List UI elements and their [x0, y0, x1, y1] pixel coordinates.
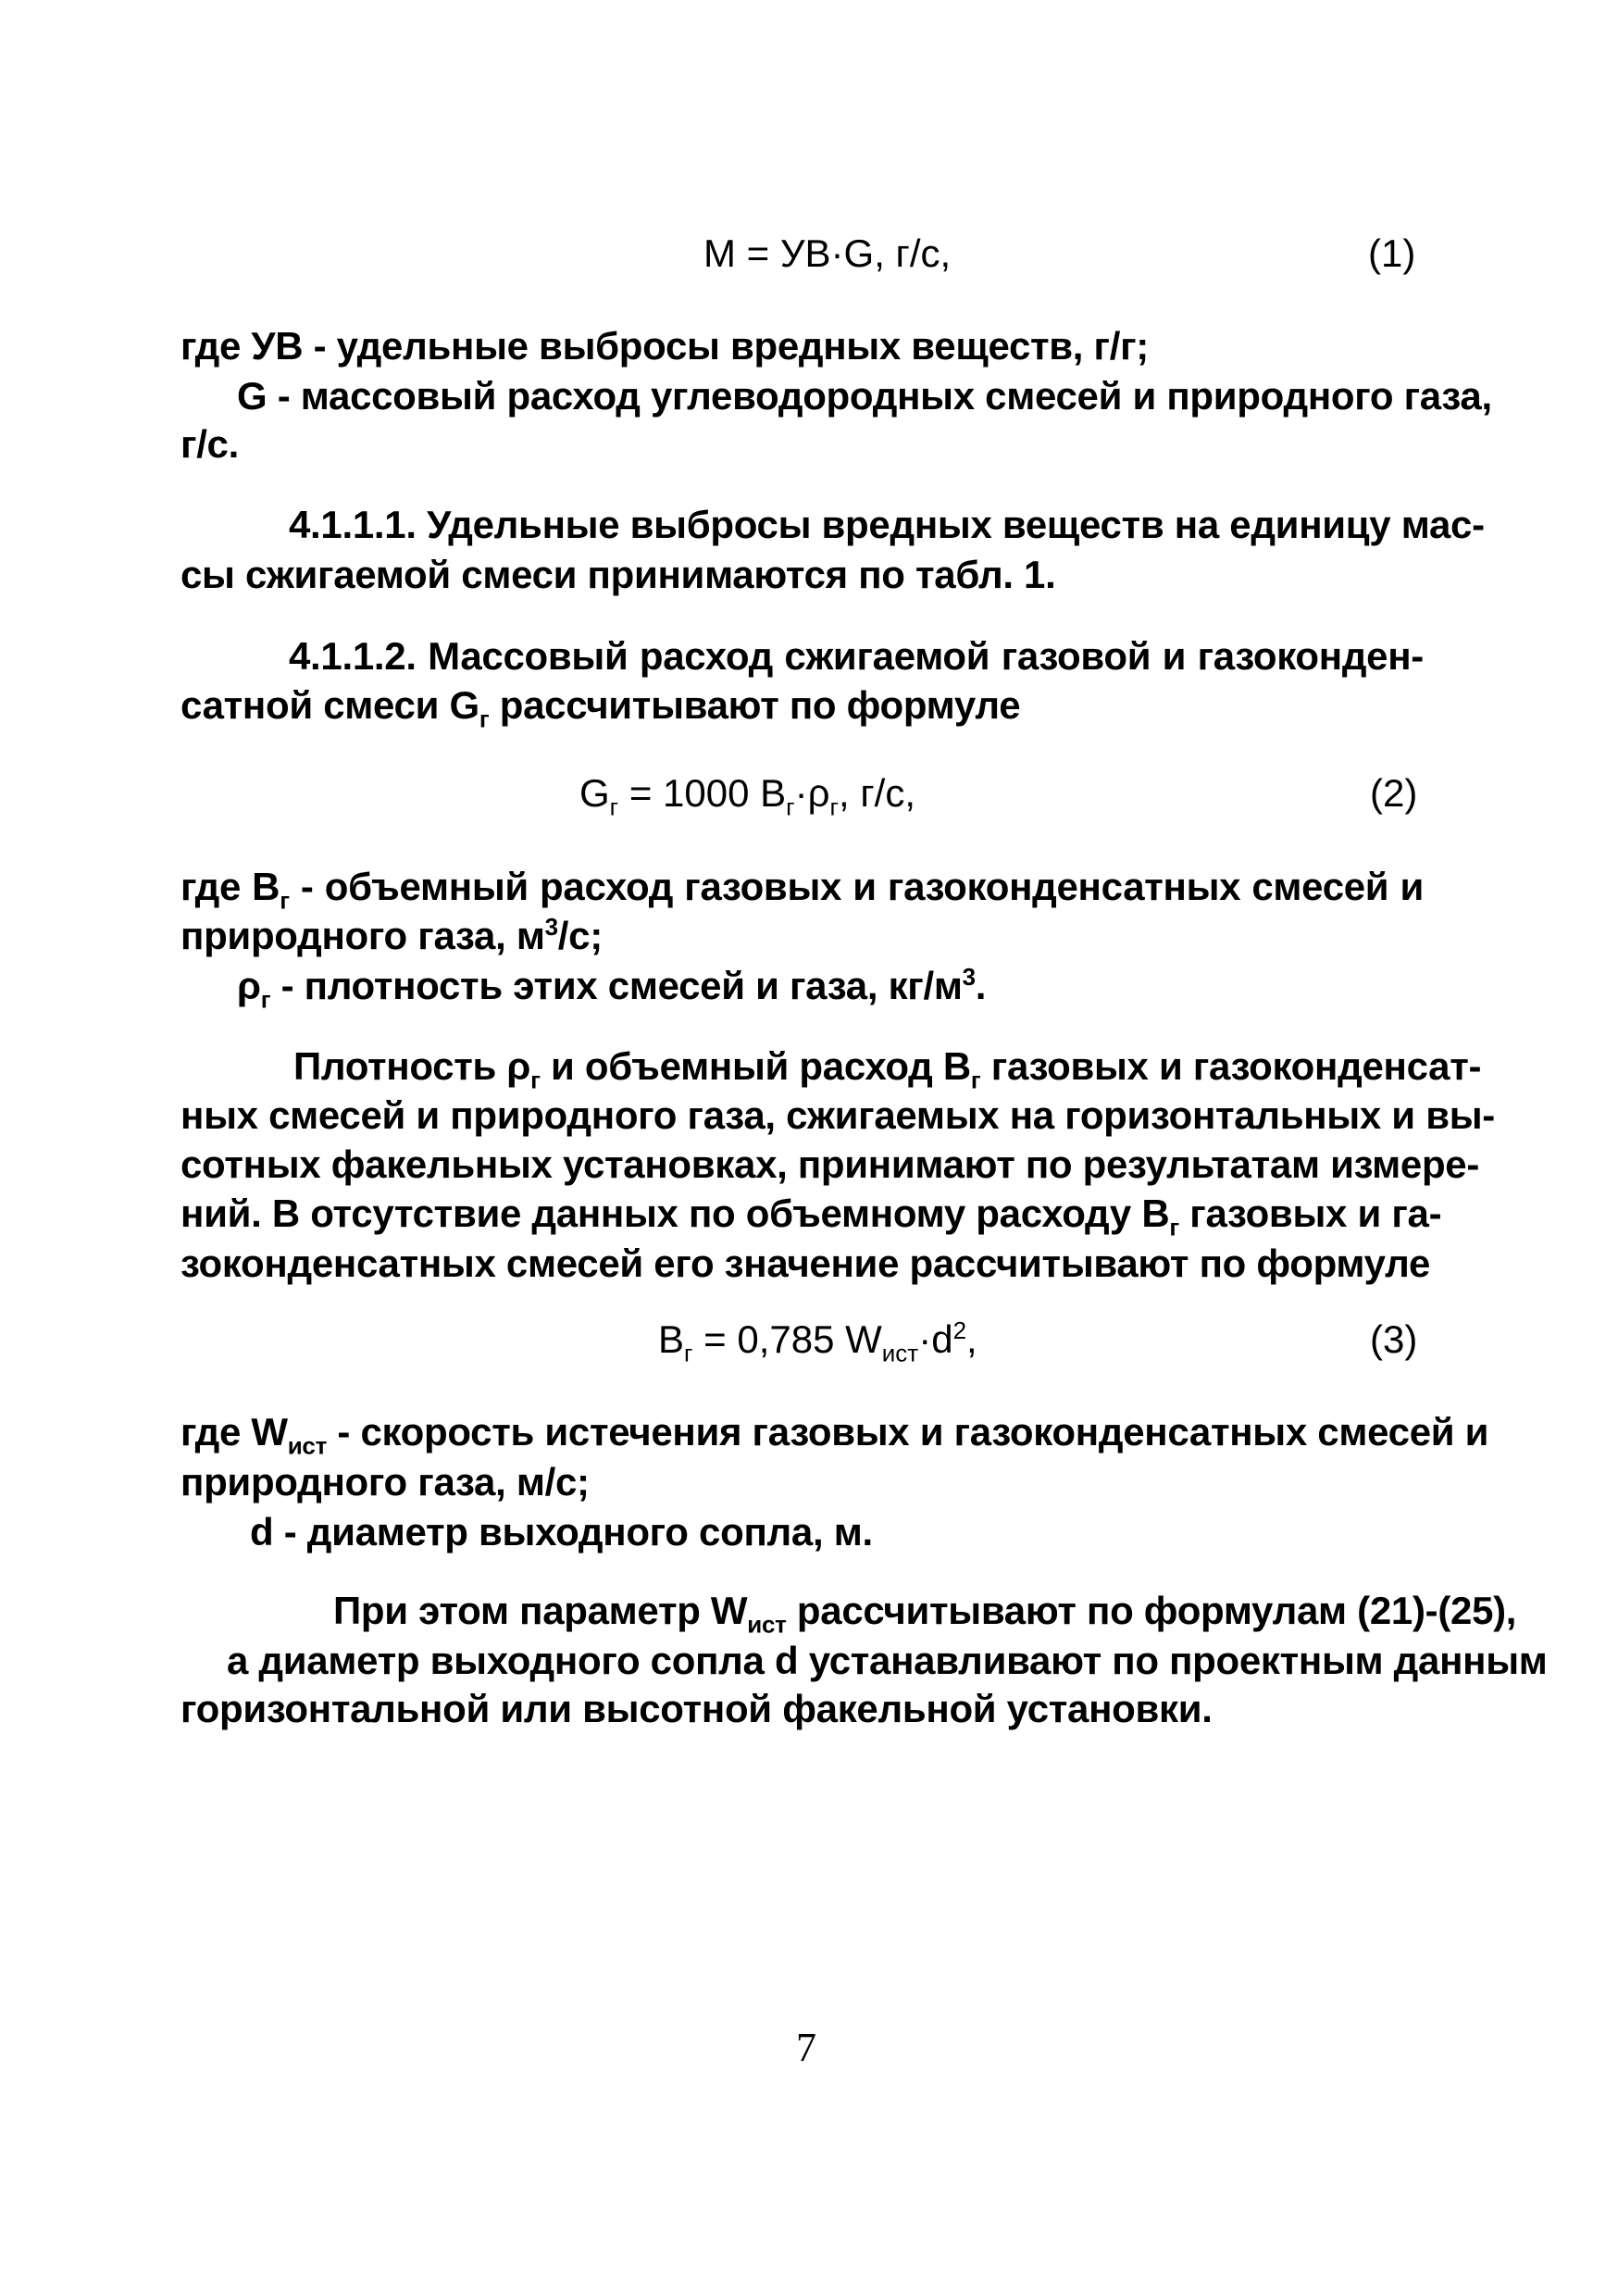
- formula-1: [703, 231, 951, 276]
- subscript: ист: [881, 1339, 919, 1367]
- text-fragment: - объемный расход газовых и газоконденсатных смесей и: [289, 865, 1424, 908]
- where-3-line-1: [180, 1409, 1489, 1460]
- text-fragment: Плотность ρ: [293, 1044, 531, 1088]
- formula-symbol: G: [579, 771, 610, 815]
- density-paragraph-line-4: [180, 1191, 1442, 1242]
- subscript: г: [609, 792, 619, 821]
- subscript: г: [684, 1339, 693, 1367]
- subscript: г: [530, 1066, 541, 1094]
- parameter-paragraph-line-3: горизонтальной или высотной факельной установки.: [180, 1687, 1213, 1730]
- parameter-paragraph-line-1: [333, 1588, 1517, 1639]
- where-1-line-1: где УВ - удельные выбросы вредных веществ, г/г;: [180, 324, 1149, 368]
- formula-fragment: , г/с,: [839, 771, 915, 815]
- superscript: 2: [952, 1316, 967, 1344]
- text-fragment: ний. В отсутствие данных по объемному расходу B: [180, 1192, 1170, 1235]
- superscript: 3: [544, 913, 558, 941]
- formula-fragment: ·ρ: [794, 771, 830, 815]
- formula-1-text: M = УВ·G, г/с,: [703, 231, 952, 275]
- formula-symbol: B: [658, 1317, 685, 1361]
- formula-2: [579, 771, 915, 821]
- density-paragraph-line-1: [293, 1043, 1482, 1094]
- text-fragment: ρ: [237, 964, 261, 1007]
- text-fragment: - плотность этих смесей и газа, кг/м: [270, 964, 963, 1007]
- text-fragment: газовых и га-: [1178, 1192, 1442, 1235]
- text-fragment: рассчитывают по формуле: [489, 683, 1021, 727]
- section-4-1-1-2-line-1: 4.1.1.2. Массовый расход сжигаемой газовой и газоконден-: [289, 634, 1424, 678]
- density-paragraph-line-5: зоконденсатных смесей его значение рассчитывают по формуле: [180, 1242, 1431, 1285]
- text-fragment: природного газа, м: [180, 914, 545, 957]
- text-fragment: где W: [180, 1410, 288, 1454]
- where-1-line-2: G - массовый расход углеводородных смесей и природного газа,: [237, 374, 1492, 418]
- section-4-1-1-1-line-2: сы сжигаемой смеси принимаются по табл. 1.: [180, 553, 1056, 596]
- formula-fragment: = 0,785 W: [692, 1317, 882, 1361]
- density-paragraph-line-3: сотных факельных установках, принимают по результатам измере-: [180, 1142, 1480, 1186]
- subscript: г: [829, 792, 839, 821]
- page-number: 7: [796, 2025, 816, 2070]
- text-fragment: .: [975, 964, 987, 1007]
- subscript: г: [280, 886, 290, 915]
- subscript: г: [970, 1066, 981, 1094]
- where-3-line-2: природного газа, м/с;: [180, 1460, 590, 1504]
- subscript: г: [479, 705, 490, 733]
- text-fragment: газовых и газоконденсат-: [980, 1044, 1482, 1088]
- text-fragment: сатной смеси G: [180, 683, 479, 727]
- text-fragment: и объемный расход B: [540, 1044, 971, 1088]
- equation-number-1: (1): [1368, 231, 1416, 275]
- where-3-line-3: d - диаметр выходного сопла, м.: [250, 1510, 873, 1554]
- text-fragment: При этом параметр W: [333, 1589, 748, 1632]
- subscript: ист: [747, 1610, 787, 1639]
- equation-number-3: (3): [1370, 1317, 1418, 1361]
- formula-fragment: = 1000 B: [618, 771, 787, 815]
- text-fragment: где B: [180, 865, 280, 908]
- subscript: г: [786, 792, 795, 821]
- where-2-line-2: [180, 913, 603, 959]
- where-2-line-1: [180, 864, 1424, 915]
- density-paragraph-line-2: ных смесей и природного газа, сжигаемых на горизонтальных и вы-: [180, 1093, 1495, 1137]
- formula-fragment: ·d: [918, 1317, 953, 1361]
- section-4-1-1-2-line-2: [180, 682, 1021, 733]
- where-2-line-3: [237, 963, 987, 1014]
- text-fragment: - скорость истечения газовых и газоконденсатных смесей и: [327, 1410, 1489, 1454]
- superscript: 3: [962, 963, 976, 991]
- where-1-line-3: г/с.: [180, 422, 239, 466]
- subscript: ист: [287, 1431, 328, 1460]
- formula-fragment: ,: [966, 1317, 977, 1361]
- subscript: г: [260, 985, 271, 1014]
- parameter-paragraph-line-2: а диаметр выходного сопла d устанавливают по проектным данным: [227, 1639, 1548, 1682]
- section-4-1-1-1-line-1: 4.1.1.1. Удельные выбросы вредных веществ на единицу мас-: [289, 503, 1485, 546]
- text-fragment: рассчитывают по формулам (21)-(25),: [786, 1589, 1517, 1632]
- formula-3: [658, 1316, 977, 1367]
- equation-number-2: (2): [1370, 771, 1418, 815]
- text-fragment: /с;: [557, 914, 603, 957]
- subscript: г: [1169, 1213, 1179, 1242]
